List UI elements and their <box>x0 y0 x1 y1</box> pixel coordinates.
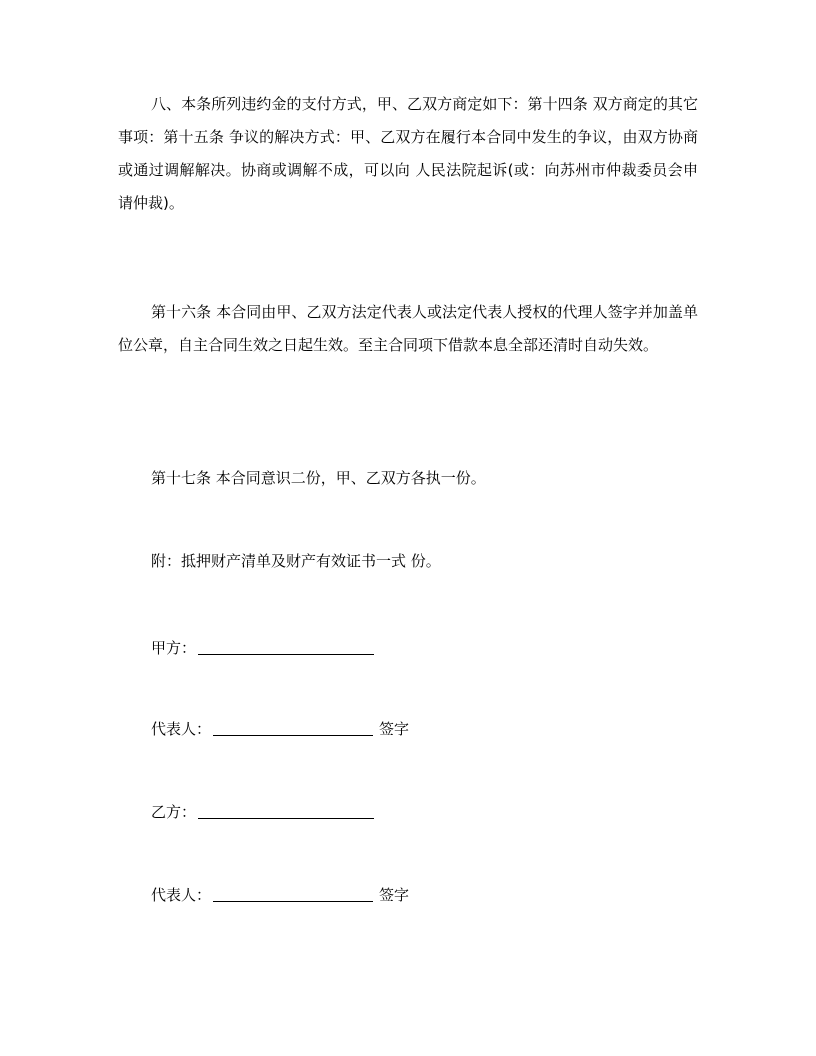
party-b-blank <box>198 804 374 819</box>
party-b-label: 乙方： <box>151 803 197 821</box>
rep-a-label: 代表人： <box>151 720 212 738</box>
party-a-label: 甲方： <box>151 639 197 657</box>
rep-a-sign-suffix: 签字 <box>379 720 410 738</box>
attachment-note: 附：抵押财产清单及财产有效证书一式 份。 <box>151 552 441 570</box>
rep-b-label: 代表人： <box>151 886 212 904</box>
rep-a-blank <box>213 721 373 736</box>
rep-b-signature-line <box>151 885 409 905</box>
party-a-signature-line <box>151 638 374 658</box>
rep-a-signature-line <box>151 719 409 739</box>
clause-16-effectiveness: 第十六条 本合同由甲、乙双方法定代表人或法定代表人授权的代理人签字并加盖单位公章，自主合同生效之日起生效。至主合同项下借款本息全部还清时自动失效。 <box>118 303 698 354</box>
rep-b-sign-suffix: 签字 <box>379 886 410 904</box>
rep-b-blank <box>213 887 373 902</box>
party-a-blank <box>198 640 374 655</box>
clause-penalty-dispute: 八、本条所列违约金的支付方式，甲、乙双方商定如下：第十四条 双方商定的其它事项：第十五条 争议的解决方式：甲、乙双方在履行本合同中发生的争议，由双方协商或通过调解解决。协商或调解不成，可以向 人民法院起诉(或：向苏州市仲裁委员会申请仲裁)。 <box>118 95 698 212</box>
party-b-signature-line <box>151 802 374 822</box>
clause-17-copies: 第十七条 本合同意识二份，甲、乙双方各执一份。 <box>151 469 486 487</box>
